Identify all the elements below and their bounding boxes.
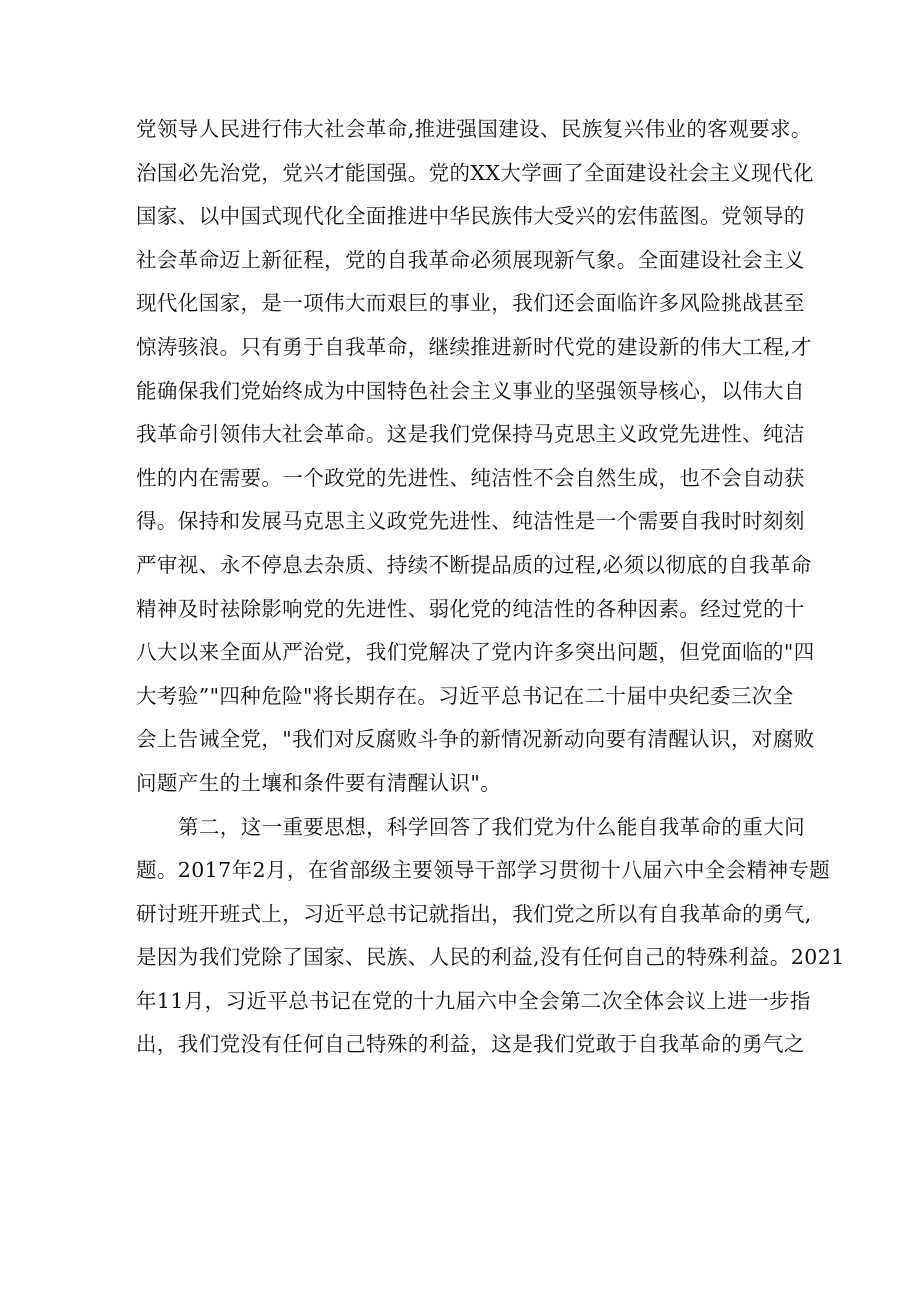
body-text [136,108,845,1067]
text-line: 党领导人民进行伟大社会革命,推进强国建设、民族复兴伟业的客观要求。 [136,117,812,141]
text-line: 惊涛骇浪。只有勇于自我革命，继续推进新时代党的建设新的伟大工程,才 [136,334,812,359]
text-line: 社会革命迈上新征程，党的自我革命必须展现新气象。全面建设社会主义 [136,247,805,272]
text-line: 现代化国家，是一项伟大而艰巨的事业，我们还会面临许多风险挑战甚至 [136,291,805,316]
text-line: 八大以来全面从严治党，我们党解决了党内许多突出问题，但党面临的"四 [136,640,815,665]
text-line: 治国必先治党，党兴才能国强。党的XX大学画了全面建设社会主义现代化 [136,160,814,185]
text-line: 出，我们党没有任何自己特殊的利益，这是我们党敢于自我革命的勇气之 [136,1032,805,1057]
text-line: 性的内在需要。一个政党的先进性、纯洁性不会自然生成，也不会自动获 [136,465,805,490]
text-line: 大考验”"四种危险"将长期存在。习近平总书记在二十届中央纪委三次全 [136,683,794,708]
text-line: 研讨班开班式上，习近平总书记就指出，我们党之所以有自我革命的勇气, [136,901,812,926]
text-line: 题。2017年2月，在省部级主要领导干部学习贯彻十八届六中全会精神专题 [136,858,831,883]
paragraph-first-line: 第二，这一重要思想，科学回答了我们党为什么能自我革命的重大问 [178,814,805,839]
text-line: 能确保我们党始终成为中国特色社会主义事业的坚强领导核心，以伟大自 [136,378,805,403]
text-line: 会上告诫全党，"我们对反腐败斗争的新情况新动向要有清醒认识，对腐败 [136,727,815,752]
text-line: 年11月，习近平总书记在党的十九届六中全会第二次全体会议上进一步指 [136,988,811,1013]
text-line: 得。保持和发展马克思主义政党先进性、纯洁性是一个需要自我时时刻刻 [136,509,805,534]
text-line: 是因为我们党除了国家、民族、人民的利益,没有任何自己的特殊利益。2021 [136,945,845,970]
text-line: 严审视、永不停息去杂质、持续不断提品质的过程,必须以彻底的自我革命 [136,552,812,577]
text-line: 问题产生的土壤和条件要有清醒认识"。 [136,770,502,795]
text-line: 国家、以中国式现代化全面推进中华民族伟大受兴的宏伟蓝图。党领导的 [136,204,805,229]
text-line: 我革命引领伟大社会革命。这是我们党保持马克思主义政党先进性、纯洁 [136,422,805,447]
text-line: 精神及时祛除影响党的先进性、弱化党的纯洁性的各种因素。经过党的十 [136,596,805,621]
